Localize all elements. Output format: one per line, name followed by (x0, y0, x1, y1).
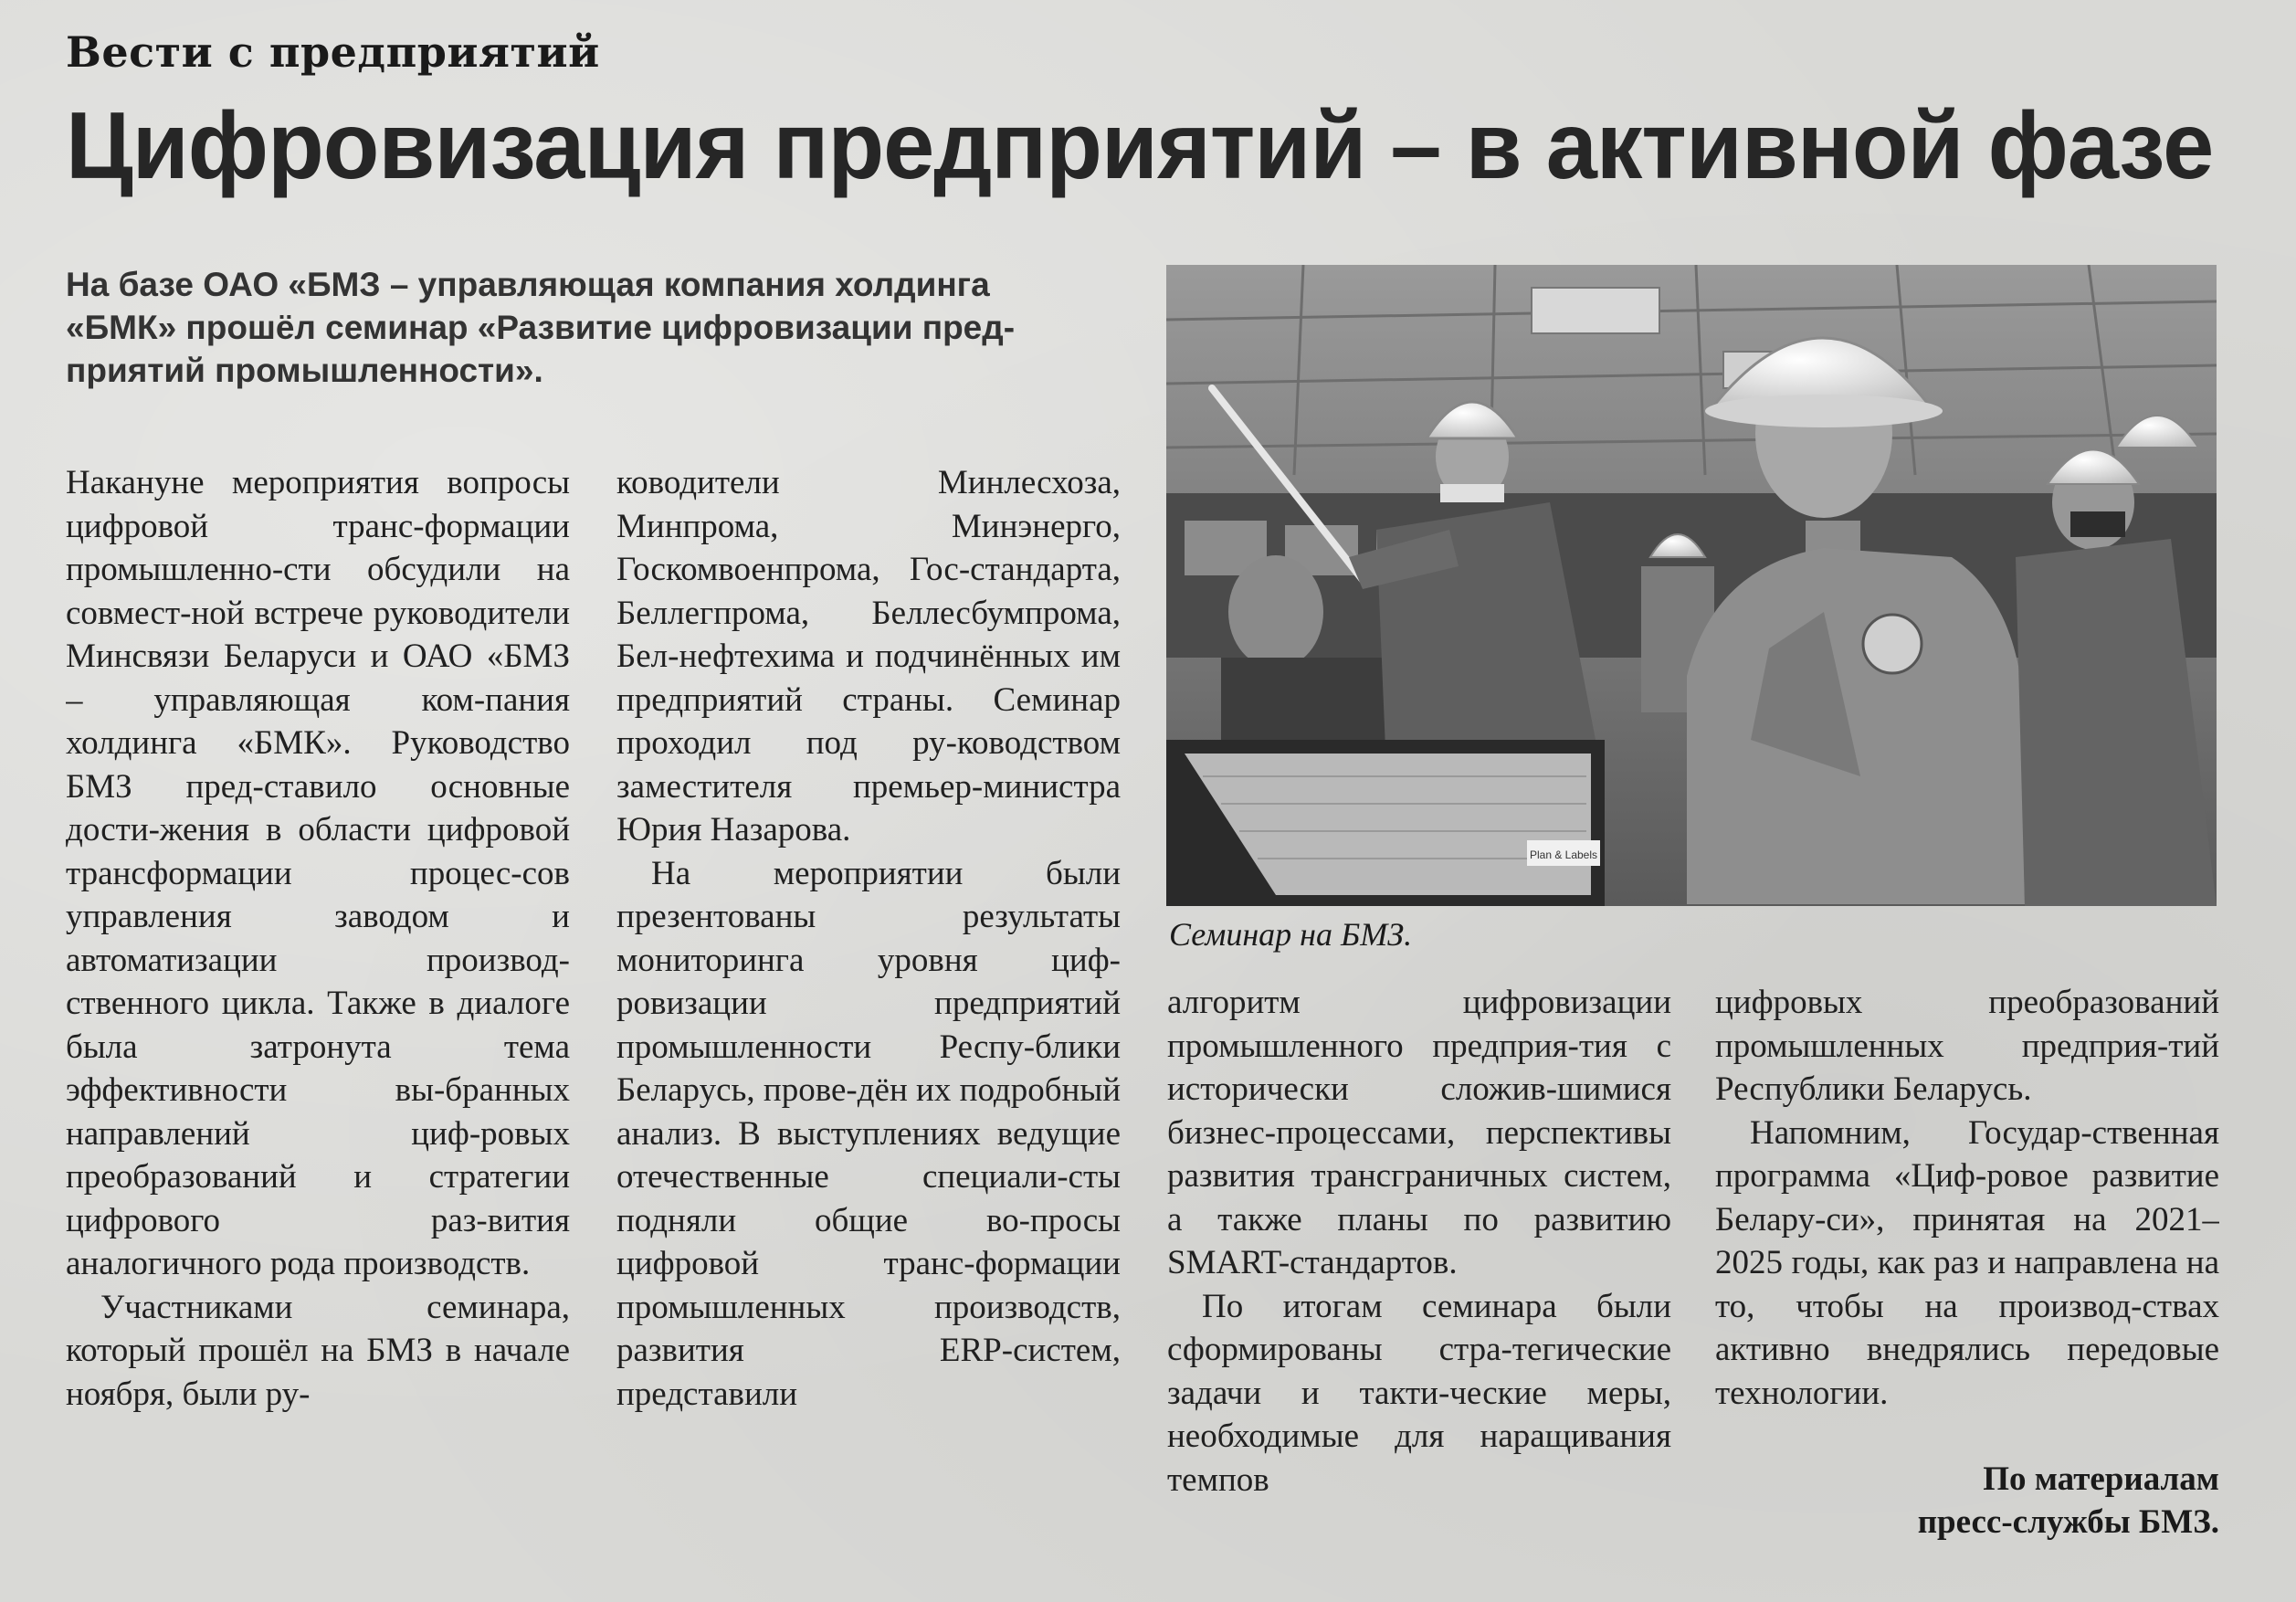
seminar-photo (1166, 265, 2217, 906)
text-column-2 (616, 461, 1121, 1557)
paragraph-4-start: По итогам семинара были сформированы стра-тегические задачи и такти-ческие меры, необходимые для наращивания темпов (1167, 1287, 1671, 1499)
paragraph-3-end: алгоритм цифровизации промышленного предприя-тия с исторически сложив-шимися бизнес-процессами, перспективы развития трансграничных систем, а также планы по развитию SMART-стандартов. (1167, 984, 1671, 1281)
article-lead: На базе ОАО «БМЗ – управляющая компания холдинга «БМК» прошёл семинар «Развитие цифровизации пред-приятий промышленности». (66, 266, 1016, 389)
paragraph-1: Накануне мероприятия вопросы цифровой транс-формации промышленно-сти обсудили на совмест-ной встрече руководители Минсвязи Беларуси и ОАО «БМЗ – управляющая ком-пания холдинга «БМК». Руководство БМЗ пред-ставило основные дости-жения в области цифровой трансформации процес-сов управления заводом и автоматизации производ-ственного цикла. Также в диалоге была затронута тема эффективности вы-бранных направлений циф-ровых преобразований и стратегии цифрового раз-вития аналогичного рода производств. (66, 464, 570, 1282)
signature-line-2: пресс-службы БМЗ. (1917, 1503, 2219, 1541)
article-signature (1715, 1458, 2219, 1544)
article-headline: Цифровизация предприятий – в активной фазе (66, 93, 2214, 199)
monitor-label: Plan & Labels (1529, 848, 1598, 861)
photo-caption: Семинар на БМЗ. (1169, 916, 1413, 953)
section-rubric: Вести с предприятий (66, 27, 600, 77)
signature-line-1: По материалам (1983, 1460, 2219, 1498)
paragraph-3-start: На мероприятии были презентованы результаты мониторинга уровня циф-ровизации предприятий промышленности Респу-блики Беларусь, прове-дён их подробный анализ. В выступлениях ведущие отечественные специали-сты подняли общие во-просы цифровой транс-формации промышленных производств, развития ERP-систем, представили (616, 854, 1121, 1413)
text-column-1 (66, 461, 570, 1557)
paragraph-4-end: цифровых преобразований промышленных предприя-тий Республики Беларусь. (1715, 984, 2219, 1108)
paragraph-2-start: Участниками семинара, который прошёл на БМЗ в начале ноября, были ру- (66, 1288, 570, 1413)
paragraph-5: Напомним, Государ-ственная программа «Циф-ровое развитие Белару-си», принятая на 2021–2025 годы, как раз и направлена на то, чтобы на производ-ствах активно внедрялись передовые технологии. (1715, 1113, 2219, 1412)
paragraph-2-end: ководители Минлесхоза, Минпрома, Минэнерго, Госкомвоенпрома, Гос-стандарта, Беллегпрома, Беллесбумпрома, Бел-нефтехима и подчинённых им предприятий страны. Семинар проходил под ру-ководством заместителя премьер-министра Юрия Назарова. (616, 464, 1121, 848)
text-column-3 (1167, 981, 1671, 1565)
